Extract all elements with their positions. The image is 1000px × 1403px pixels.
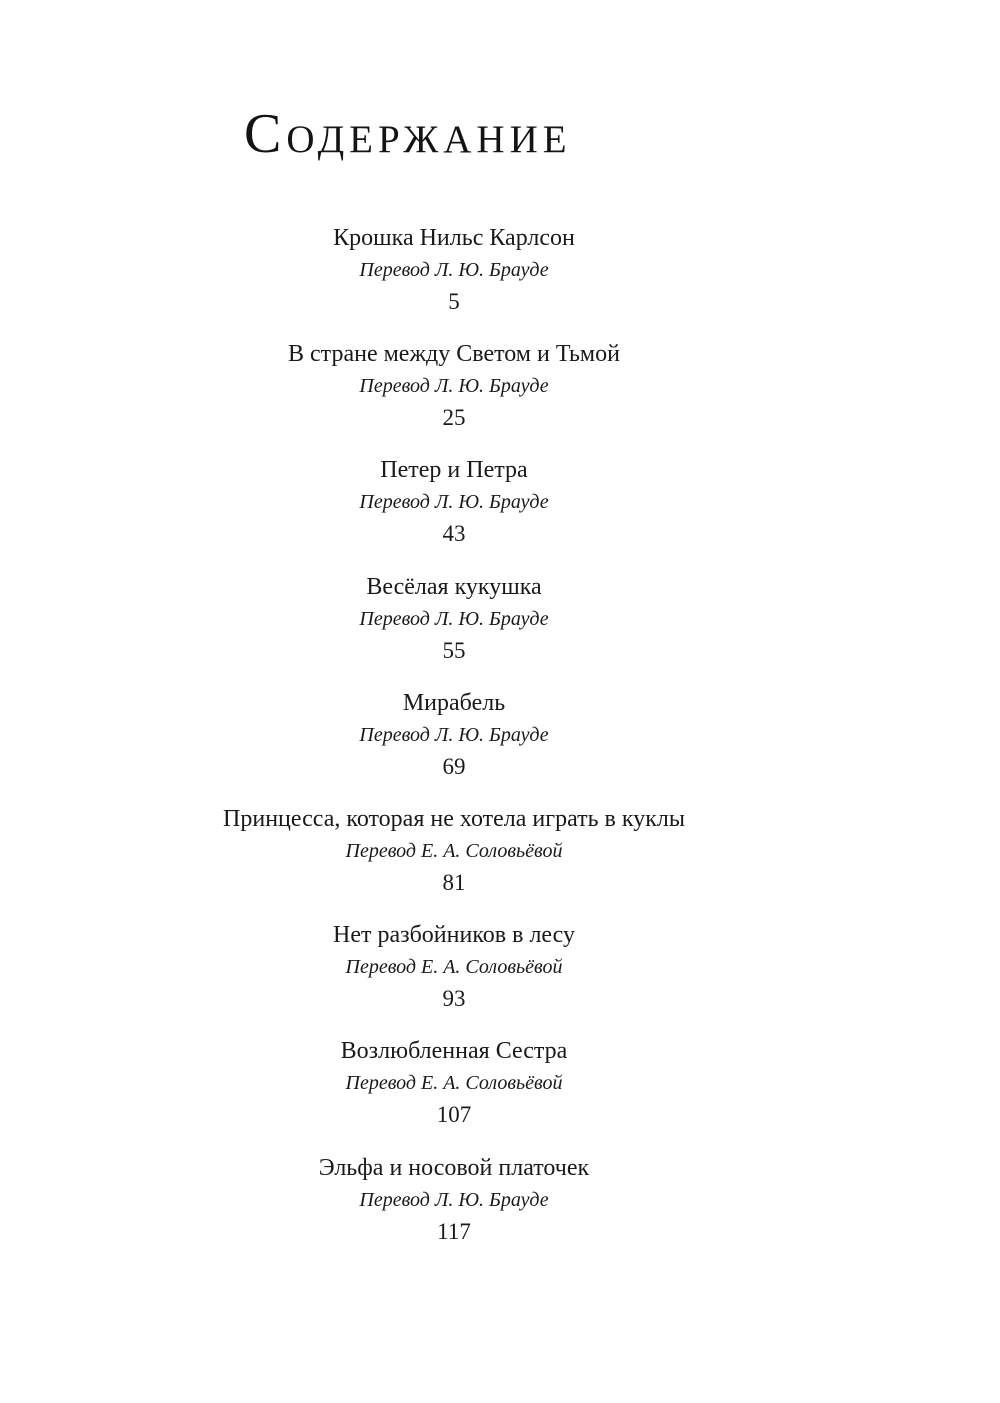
toc-entry (0, 919, 908, 1035)
entry-page-number: 93 (442, 986, 466, 1012)
entry-page-number: 43 (442, 521, 466, 547)
page-title: Содержание (244, 103, 572, 165)
entry-translator: Перевод Е. А. Соловьёвой (345, 956, 563, 979)
entry-title: Весёлая кукушка (366, 573, 542, 600)
entry-page-number: 81 (442, 869, 466, 895)
toc-entry (0, 687, 908, 803)
entry-translator: Перевод Л. Ю. Брауде (359, 375, 549, 398)
entry-page-number: 5 (448, 289, 460, 314)
entry-translator: Перевод Л. Ю. Брауде (359, 607, 549, 630)
toc-entry (0, 803, 908, 919)
entry-title: Крошка Нильс Карлсон (333, 225, 575, 251)
entry-translator: Перевод Л. Ю. Брауде (359, 1188, 549, 1211)
toc-entry (0, 1035, 908, 1151)
entry-translator: Перевод Е. А. Соловьёвой (345, 839, 563, 862)
table-of-contents (0, 222, 908, 1268)
entry-page-number: 25 (442, 405, 466, 431)
entry-translator: Перевод Е. А. Соловьёвой (345, 1072, 563, 1095)
entry-page-number: 107 (436, 1102, 472, 1128)
toc-entry (0, 454, 908, 570)
entry-title: Мирабель (402, 689, 506, 716)
entry-title: Эльфа и носовой платочек (318, 1154, 590, 1181)
toc-entry (0, 222, 908, 338)
entry-title: В стране между Светом и Тьмой (288, 341, 620, 368)
entry-title: Возлюбленная Сестра (340, 1038, 568, 1065)
toc-entry (0, 571, 908, 687)
toc-entry (0, 338, 908, 454)
entry-title: Петер и Петра (380, 457, 528, 484)
entry-translator: Перевод Л. Ю. Брауде (359, 723, 549, 746)
entry-title: Нет разбойников в лесу (332, 922, 575, 949)
entry-translator: Перевод Л. Ю. Брауде (359, 491, 549, 514)
toc-entry (0, 1152, 908, 1268)
entry-page-number: 117 (437, 1218, 471, 1244)
entry-title: Принцесса, которая не хотела играть в куклы (223, 805, 685, 832)
entry-page-number: 69 (442, 753, 466, 779)
entry-page-number: 55 (442, 637, 466, 663)
entry-translator: Перевод Л. Ю. Брауде (359, 259, 549, 281)
